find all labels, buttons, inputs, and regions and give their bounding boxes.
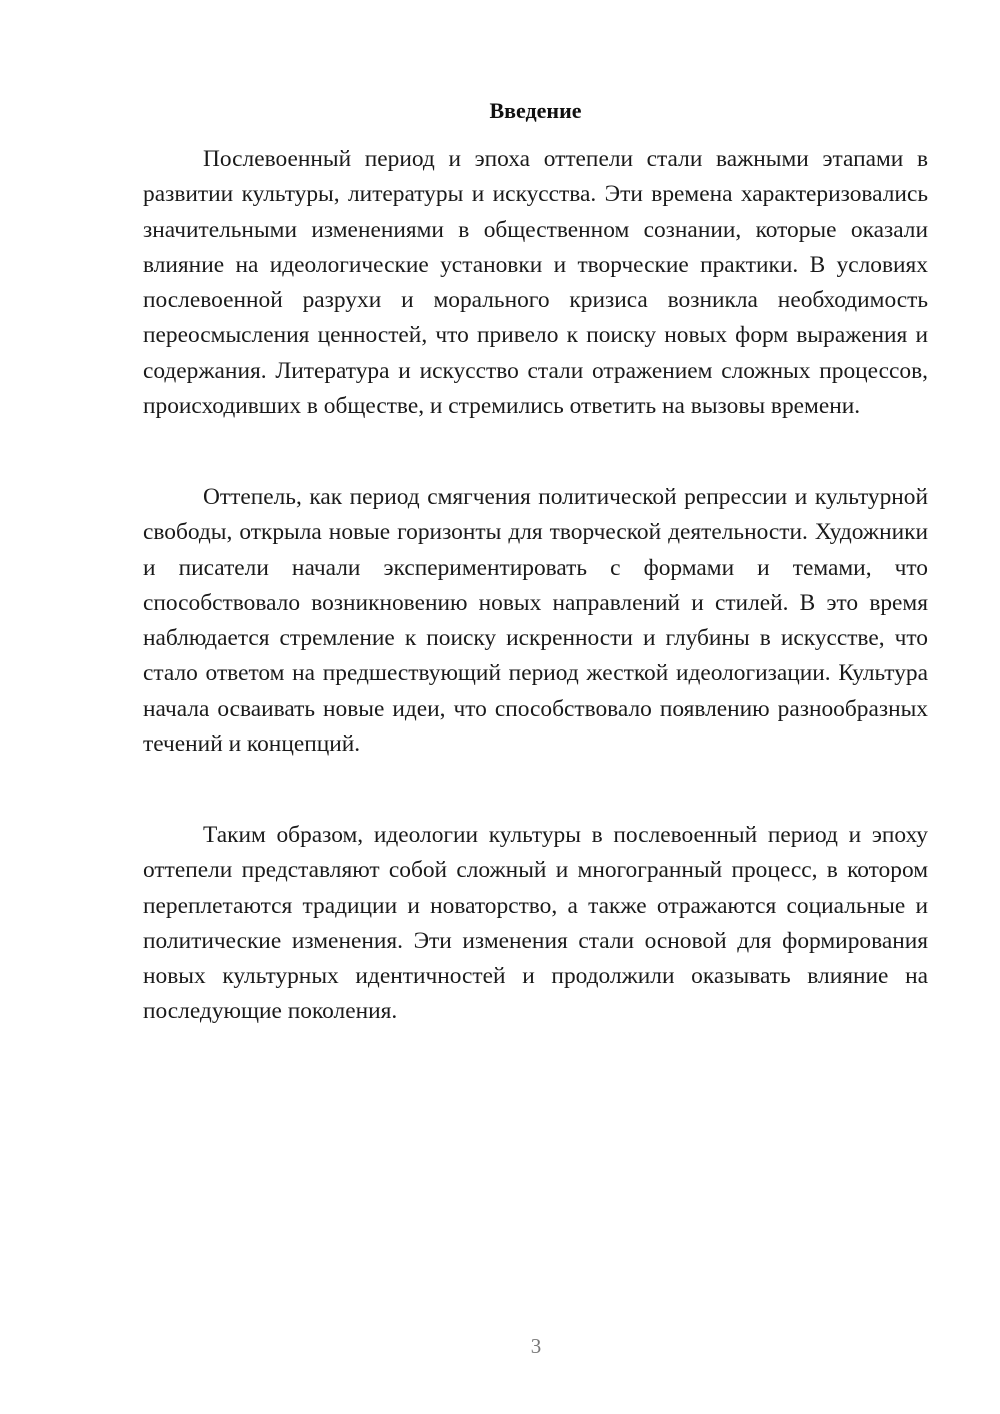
section-heading: Введение	[489, 98, 582, 123]
page-number: 3	[530, 1334, 542, 1358]
paragraph-1: Послевоенный период и эпоха оттепели стали важными этапами в развитии культуры, литературы и искусства. Эти времена характеризовались значительными изменениями в общественном сознании, которые оказали влияние на идеологические установки и творческие практики. В условиях послевоенной разрухи и морального кризиса возникла необходимость переосмысления ценностей, что привело к поиску новых форм выражения и содержания. Литература и искусство стали отражением сложных процессов, происходивших в обществе, и стремились ответить на вызовы времени.	[143, 146, 928, 420]
paragraph-3: Таким образом, идеологии культуры в послевоенный период и эпоху оттепели представляют собой сложный и многогранный процесс, в котором переплетаются традиции и новаторство, а также отражаются социальные и политические изменения. Эти изменения стали основой для формирования новых культурных идентичностей и продолжили оказывать влияние на последующие поколения.	[143, 822, 928, 1025]
paragraph-2: Оттепель, как период смягчения политической репрессии и культурной свободы, открыла новые горизонты для творческой деятельности. Художники и писатели начали экспериментировать с формами и темами, что способствовало возникновению новых направлений и стилей. В это время наблюдается стремление к поиску искренности и глубины в искусстве, что стало ответом на предшествующий период жесткой идеологизации. Культура начала осваивать новые идеи, что способствовало появлению разнообразных течений и концепций.	[143, 484, 928, 758]
